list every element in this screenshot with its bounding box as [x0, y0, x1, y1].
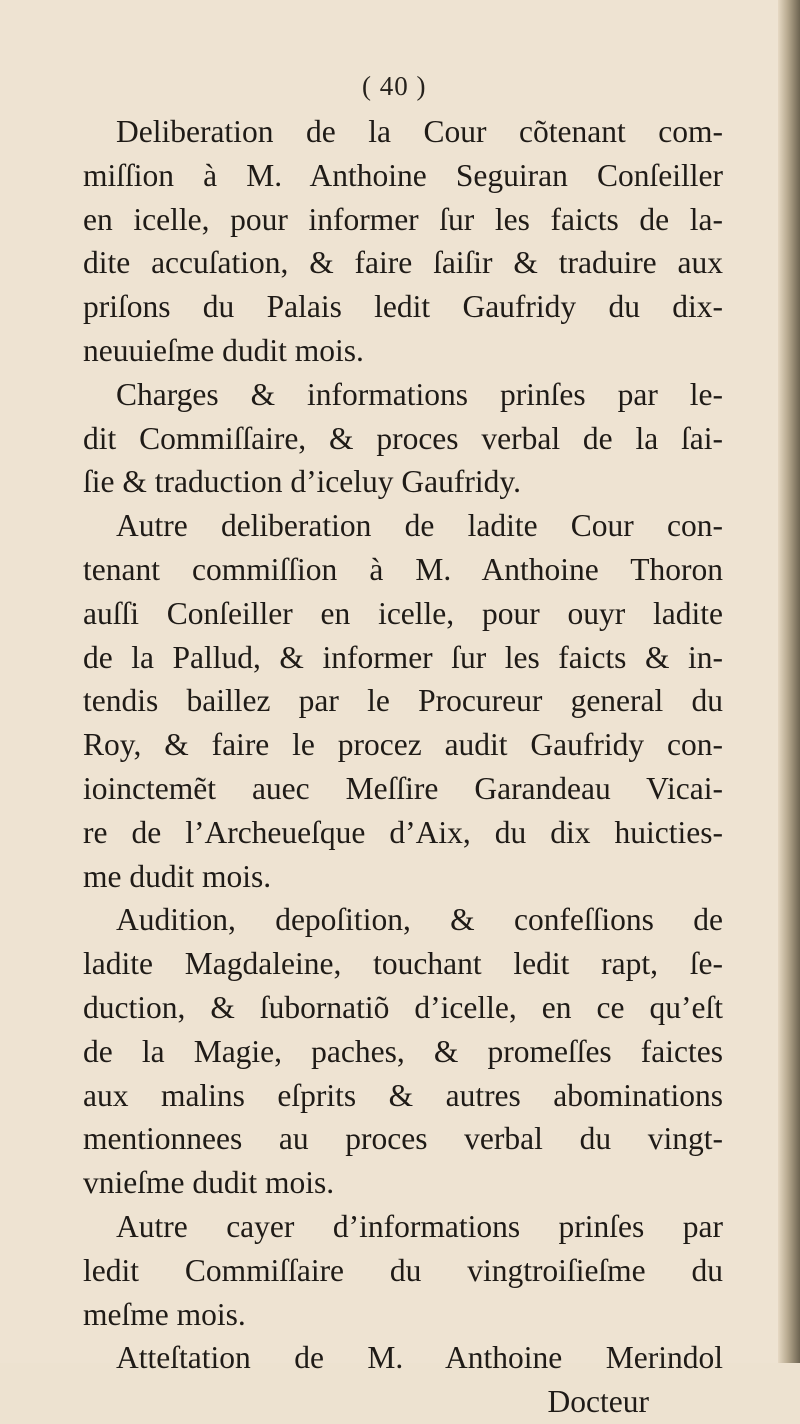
text-line: auſſi Conſeiller en icelle, pour ouyr ladite — [83, 595, 723, 631]
text-line: vnieſme dudit mois. — [83, 1165, 335, 1201]
catchword: Docteur — [547, 1384, 649, 1420]
text-line: dite accuſation, & faire ſaiſir & traduire aux — [83, 245, 723, 281]
text-line: Atteſtation de M. Anthoine Merindol — [116, 1340, 723, 1376]
text-line: neuuieſme dudit mois. — [83, 332, 364, 368]
text-line: meſme mois. — [83, 1296, 246, 1332]
text-line: tendis baillez par le Procureur general du — [83, 683, 723, 719]
text-line: ioinctemẽt auec Meſſire Garandeau Vicai- — [83, 770, 723, 806]
page-number: ( 40 ) — [362, 71, 427, 101]
page-edge — [778, 0, 800, 1363]
text-line: Deliberation de la Cour cõtenant com- — [116, 114, 723, 149]
text-line: ſie & traduction d’iceluy Gaufridy. — [83, 464, 521, 500]
text-line: aux malins eſprits & autres abominations — [83, 1077, 723, 1113]
text-line: Roy, & faire le procez audit Gaufridy con- — [83, 727, 723, 763]
text-line: ledit Commiſſaire du vingtroiſieſme du — [83, 1252, 723, 1288]
text-line: en icelle, pour informer ſur les faicts de la- — [83, 201, 723, 237]
text-line: miſſion à M. Anthoine Seguiran Conſeiller — [83, 157, 723, 193]
text-line: tenant commiſſion à M. Anthoine Thoron — [83, 551, 723, 587]
text-line: priſons du Palais ledit Gaufridy du dix- — [83, 289, 723, 325]
text-line: de la Magie, paches, & promeſſes faictes — [83, 1033, 723, 1069]
text-line: Charges & informations prinſes par le- — [116, 376, 723, 412]
text-line: ladite Magdaleine, touchant ledit rapt, ſe- — [83, 946, 723, 982]
text-line: dit Commiſſaire, & proces verbal de la ſai- — [83, 420, 723, 456]
text-line: de la Pallud, & informer ſur les faicts & in- — [83, 639, 723, 675]
text-line: Autre cayer d’informations prinſes par — [116, 1208, 723, 1244]
text-line: mentionnees au proces verbal du vingt- — [83, 1121, 723, 1157]
text-line: duction, & ſubornatiõ d’icelle, en ce qu’eſt — [83, 989, 723, 1025]
text-line: Audition, depoſition, & confeſſions de — [116, 902, 723, 938]
text-line: Autre deliberation de ladite Cour con- — [116, 508, 723, 544]
text-line: me dudit mois. — [83, 858, 272, 894]
text-line: re de l’Archeueſque d’Aix, du dix huicties- — [83, 814, 723, 850]
body-text — [83, 110, 723, 1424]
